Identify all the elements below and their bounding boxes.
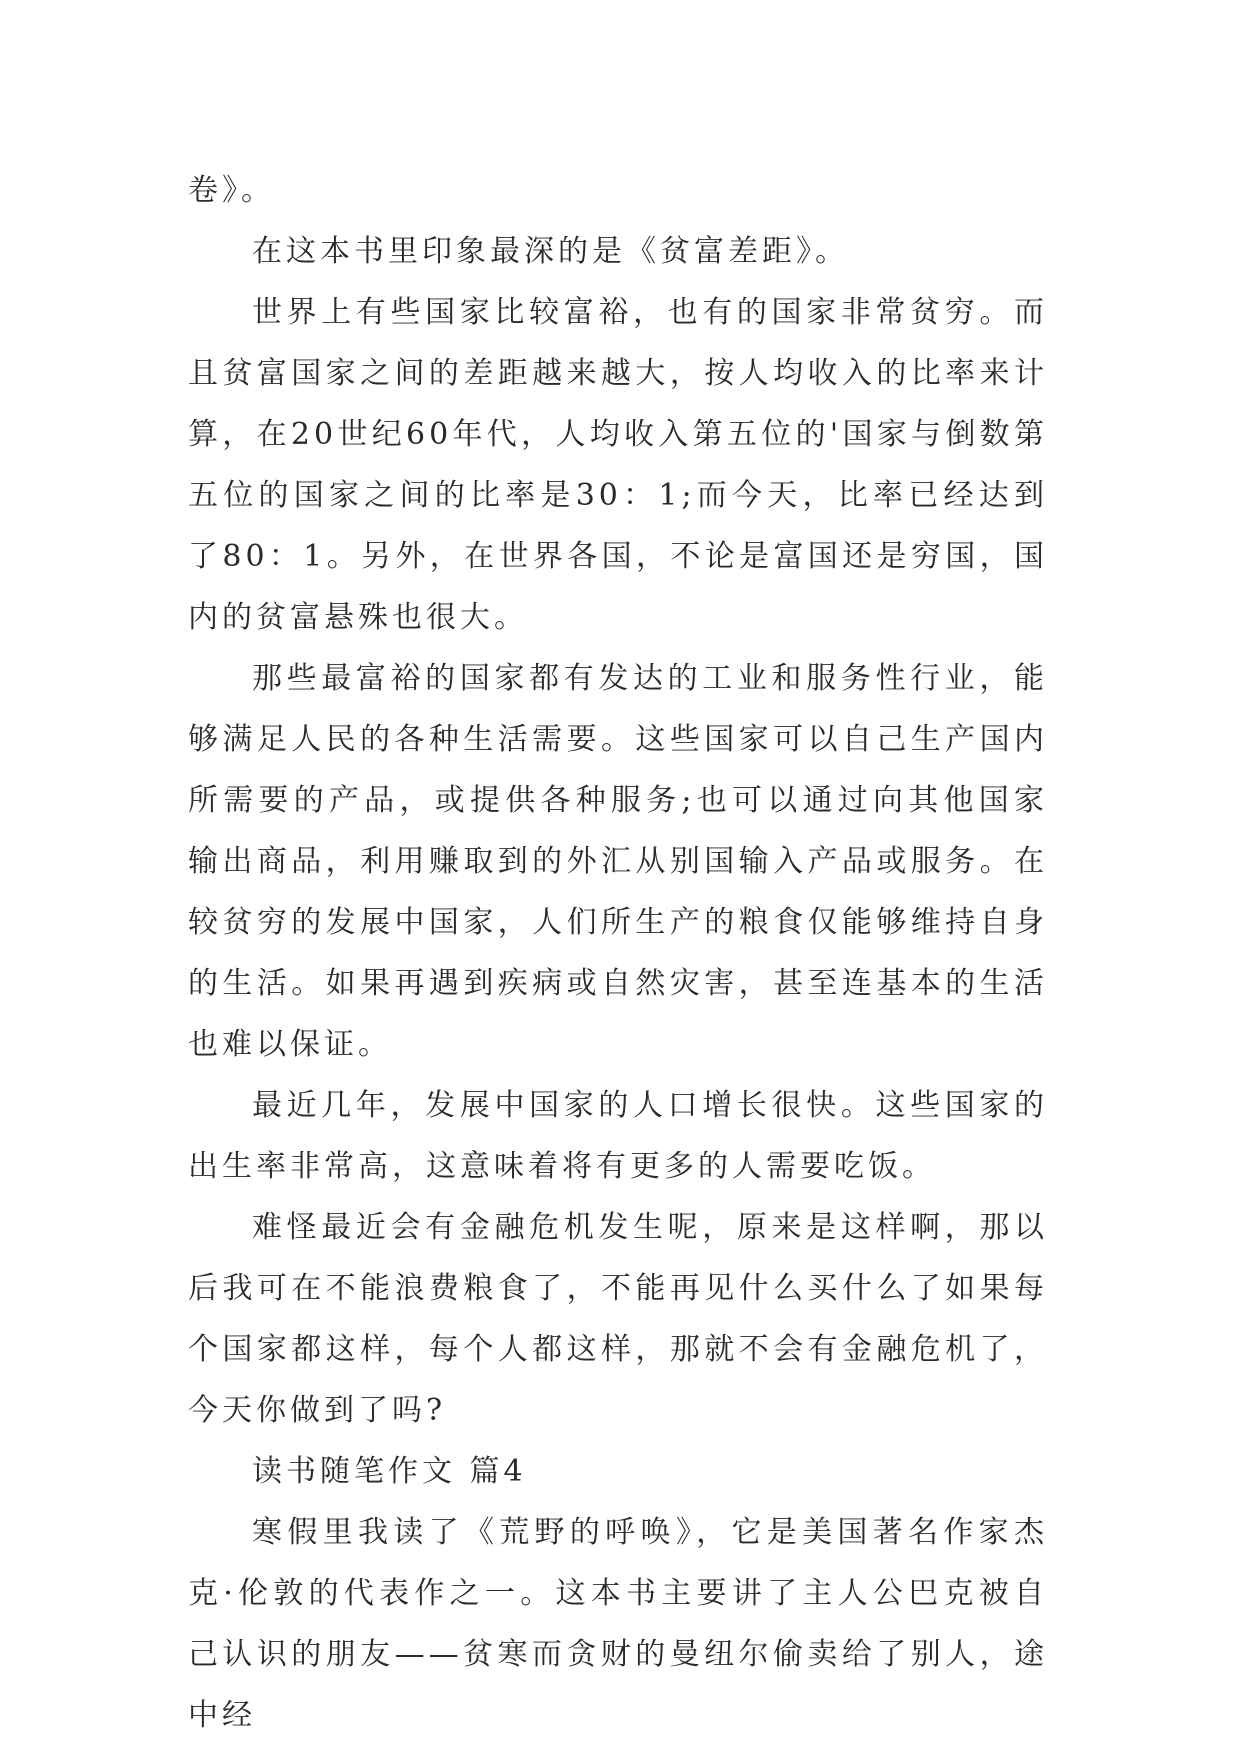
paragraph: 那些最富裕的国家都有发达的工业和服务性行业，能够满足人民的各种生活需要。这些国家可以自己生产国内所需要的产品，或提供各种服务;也可以通过向其他国家输出商品，利用赚取到的外汇从别国输入产品或服务。在较贫穷的发展中国家，人们所生产的粮食仅能够维持自身的生活。如果再遇到疾病或自然灾害，甚至连基本的生活也难以保证。 bbox=[188, 661, 1048, 1062]
section-heading: 读书随笔作文 篇4 bbox=[252, 1454, 527, 1489]
paragraph: 世界上有些国家比较富裕，也有的国家非常贫穷。而且贫富国家之间的差距越来越大，按人均收入的比率来计算，在20世纪60年代，人均收入第五位的'国家与倒数第五位的国家之间的比率是30：1;而今天，比率已经达到了80：1。另外，在世界各国，不论是富国还是穷国，国内的贫富悬殊也很大。 bbox=[188, 295, 1048, 635]
document-body bbox=[188, 160, 1048, 1746]
paragraph-continuation: 卷》。 bbox=[188, 173, 275, 208]
paragraph: 寒假里我读了《荒野的呼唤》，它是美国著名作家杰克·伦敦的代表作之一。这本书主要讲了主人公巴克被自己认识的朋友——贫寒而贪财的曼纽尔偷卖给了别人，途中经 bbox=[188, 1515, 1048, 1733]
paragraph: 在这本书里印象最深的是《贫富差距》。 bbox=[252, 234, 849, 269]
paragraph: 最近几年，发展中国家的人口增长很快。这些国家的出生率非常高，这意味着将有更多的人需要吃饭。 bbox=[188, 1088, 1048, 1184]
paragraph: 难怪最近会有金融危机发生呢，原来是这样啊，那以后我可在不能浪费粮食了，不能再见什么买什么了如果每个国家都这样，每个人都这样，那就不会有金融危机了，今天你做到了吗? bbox=[188, 1210, 1048, 1428]
